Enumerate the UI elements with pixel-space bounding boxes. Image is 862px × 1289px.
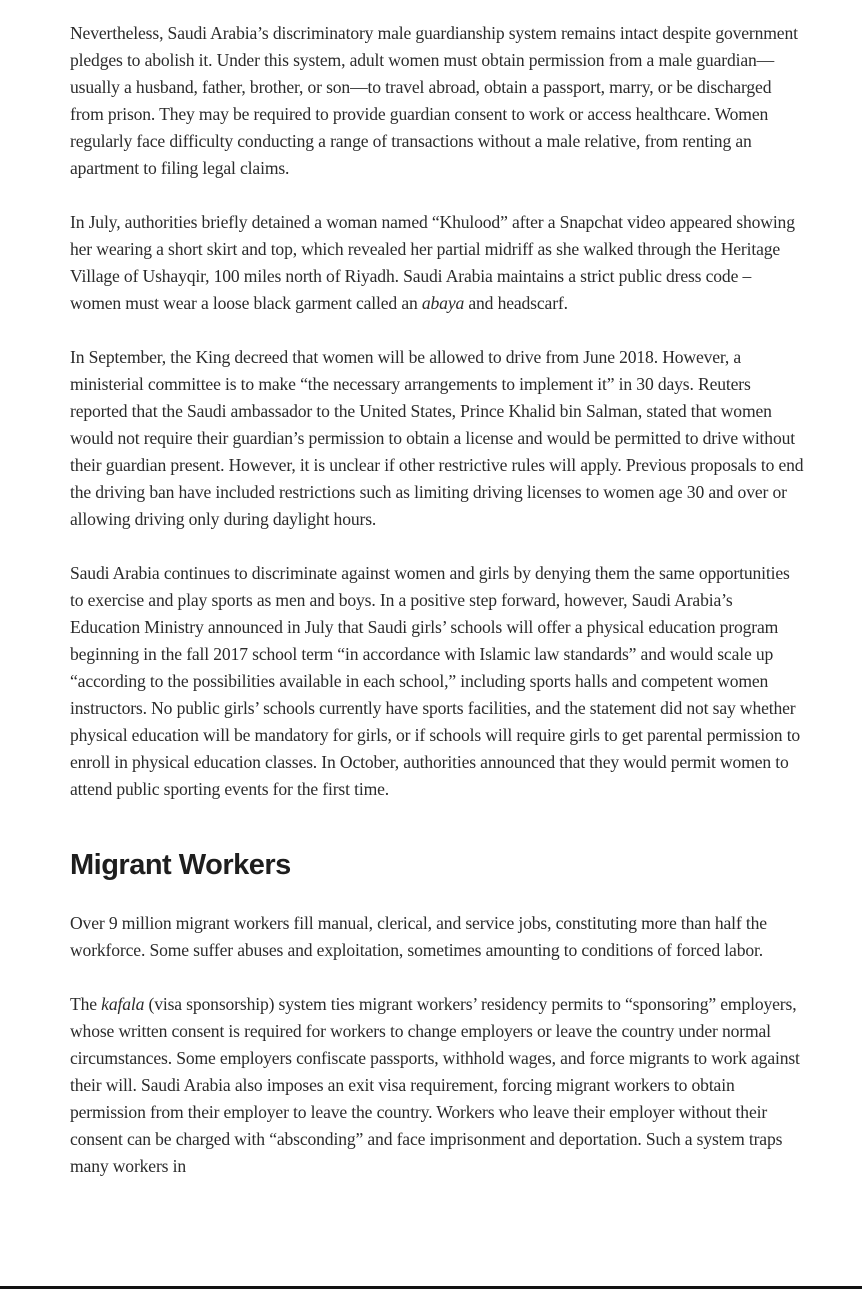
article-body [70,20,805,1207]
paragraph-kafala [70,991,805,1180]
paragraph-driving: In September, the King decreed that women will be allowed to drive from June 2018. However, a ministerial committee is to make “the necessary arrangements to implement it” in 30 days. Reuters reported that the Saudi ambassador to the United States, Prince Khalid bin Salman, stated that women would not require their guardian’s permission to obtain a license and would be permitted to drive without their guardian present. However, it is unclear if other restrictive rules will apply. Previous proposals to end the driving ban have included restrictions such as limiting driving licenses to women age 30 and over or allowing driving only during daylight hours. [70,347,804,529]
paragraph-text: and headscarf. [464,293,568,313]
paragraph-khulood [70,209,805,317]
paragraph-sports: Saudi Arabia continues to discriminate against women and girls by denying them the same opportunities to exercise and play sports as men and boys. In a positive step forward, however, Saudi Arabia’s Education Ministry announced in July that Saudi girls’ schools will offer a physical education program beginning in the fall 2017 school term “in accordance with Islamic law standards” and would scale up “according to the possibilities available in each school,” including sports halls and competent women instructors. No public girls’ schools currently have sports facilities, and the statement did not say whether physical education will be mandatory for girls, or if schools will require girls to get parental permission to enroll in physical education classes. In October, authorities announced that they would permit women to attend public sporting events for the first time. [70,563,801,799]
paragraph-text: (visa sponsorship) system ties migrant workers’ residency permits to “sponsoring” employers, whose written consent is required for workers to change employers or leave the country under normal circumstances. Some employers confiscate passports, withhold wages, and force migrants to work against their will. Saudi Arabia also imposes an exit visa requirement, forcing migrant workers to obtain permission from their employer to leave the country. Workers who leave their employer without their consent can be charged with “absconding” and face imprisonment and deportation. Such a system traps many workers in [70,994,800,1176]
italic-term-abaya: abaya [421,293,465,313]
paragraph-text: The [70,994,102,1014]
italic-term-kafala: kafala [101,994,145,1014]
paragraph-migrant-overview: Over 9 million migrant workers fill manual, clerical, and service jobs, constituting more than half the workforce. Some suffer abuses and exploitation, sometimes amounting to conditions of forced labor. [70,913,767,960]
paragraph-text: In July, authorities briefly detained a woman named “Khulood” after a Snapchat video appeared showing her wearing a short skirt and top, which revealed her partial midriff as she walked through the Heritage Village of Ushayqir, 100 miles north of Riyadh. Saudi Arabia maintains a strict public dress code – women must wear a loose black garment called an [70,212,795,313]
paragraph-guardianship: Nevertheless, Saudi Arabia’s discriminatory male guardianship system remains intact despite government pledges to abolish it. Under this system, adult women must obtain permission from a male guardian—usually a husband, father, brother, or son—to travel abroad, obtain a passport, marry, or be discharged from prison. They may be required to provide guardian consent to work or access healthcare. Women regularly face difficulty conducting a range of transactions without a male relative, from renting an apartment to filing legal claims. [70,23,798,178]
section-heading-migrant-workers: Migrant Workers [70,849,291,881]
